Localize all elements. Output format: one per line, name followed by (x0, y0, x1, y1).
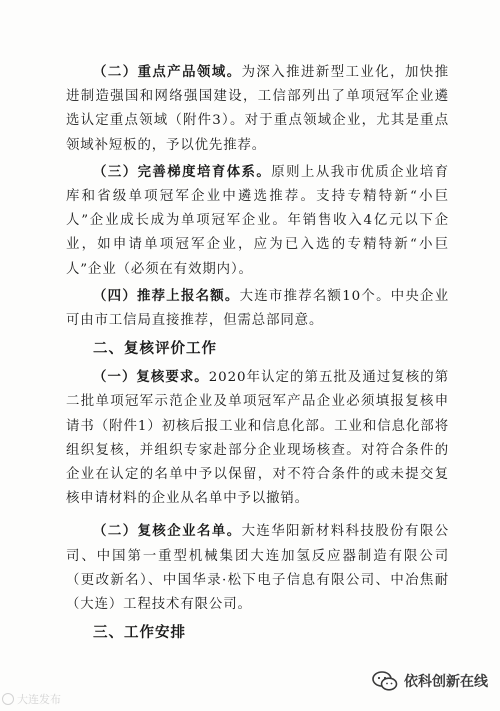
paragraph-review-company-list (66, 519, 449, 617)
paragraph-lead: （一）复核要求。 (93, 369, 209, 386)
document-body (66, 60, 449, 649)
watermark-logo-icon (2, 693, 14, 705)
section-heading-work-arrangement: 三、工作安排 (93, 625, 186, 642)
watermark-left-text: 大连发布 (17, 693, 61, 706)
wechat-icon (372, 671, 398, 691)
section-heading-review: 二、复核评价工作 (93, 341, 217, 358)
paragraph-text: 2020年认定的第五批及通过复核的第二批单项冠军示范企业及单项冠军产品企业必须填报复核申请书（附件1）初核后报工业和信息化部。工业和信息化部将组织复核，并组织专家赴部分企业现场核查。对符合条件的企业在认定的名单中予以保留，对不符合条件的或未提交复核申请材料的企业从名单中予以撤销。 (66, 370, 450, 507)
paragraph-tiered-cultivation (66, 160, 449, 282)
paragraph-lead: （四）推荐上报名额。 (93, 287, 240, 304)
paragraph-text: 大连华阳新材料科技股份有限公司、中国第一重型机械集团大连加氢反应器制造有限公司（更改新名）、中国华录·松下电子信息有限公司、中冶焦耐（大连）工程技术有限公司。 (66, 524, 450, 613)
paragraph-lead: （三）完善梯度培育体系。 (93, 163, 272, 180)
watermark-right (372, 671, 488, 691)
paragraph-lead: （二）重点产品领域。 (93, 64, 242, 80)
paragraph-recommendation-quota (66, 284, 449, 333)
paragraph-lead: （二）复核企业名单。 (93, 523, 242, 540)
paragraph-review-requirements (66, 365, 449, 511)
paragraph-text: 原则上从我市优质企业培育库和省级单项冠军企业中遴选推荐。支持专精特新“小巨人”企业成长成为单项冠军企业。年销售收入4亿元以下企业，如申请单项冠军企业，应为已入选的专精特新“小巨人”企业（必须在有效期内）。 (66, 164, 449, 277)
watermark-right-text: 依科创新在线 (404, 674, 488, 690)
paragraph-key-product-fields (66, 60, 449, 158)
watermark-left (2, 691, 61, 707)
paragraph-text: 为深入推进新型工业化，加快推进制造强国和网络强国建设，工信部列出了单项冠军企业遴选认定重点领域（附件3）。对于重点领域企业，尤其是重点领域补短板的，予以优先推荐。 (66, 65, 450, 153)
paragraph-text: 大连市推荐名额10个。中央企业可由市工信局直接推荐，但需总部同意。 (66, 288, 449, 329)
